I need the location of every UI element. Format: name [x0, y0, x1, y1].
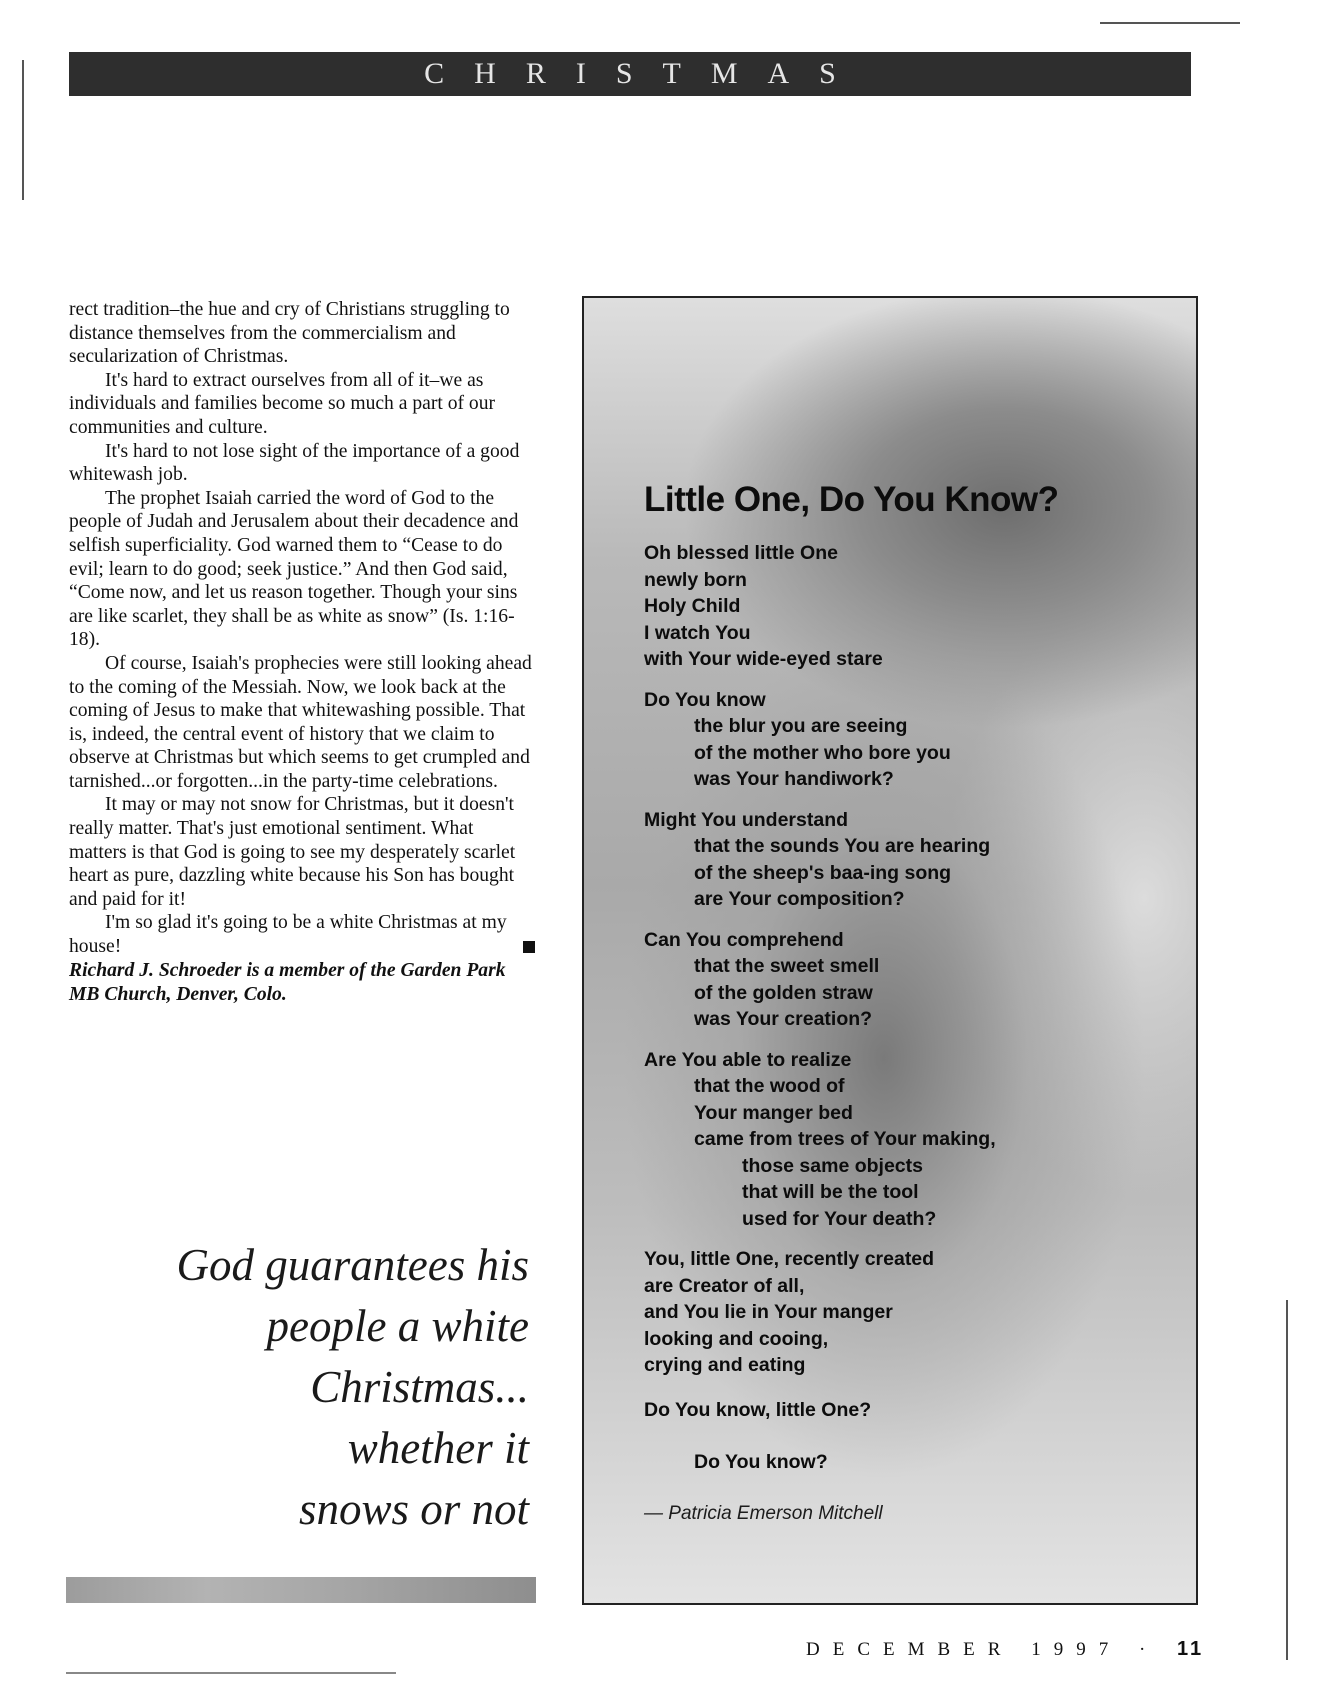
poem-line: are Creator of all,: [644, 1274, 805, 1297]
poem: [644, 478, 1184, 1525]
pull-quote-line: God guarantees his: [176, 1240, 529, 1290]
poem-author: — Patricia Emerson Mitchell: [644, 1502, 883, 1524]
poem-line: that the sweet smell: [694, 955, 880, 977]
poem-stanza: [644, 687, 1184, 793]
poem-line: with Your wide-eyed stare: [644, 648, 883, 670]
poem-line: that will be the tool: [742, 1181, 919, 1203]
pull-quote-line: Christmas...: [310, 1362, 529, 1412]
poem-line: looking and cooing,: [644, 1327, 829, 1350]
poem-line: came from trees of Your making,: [694, 1128, 996, 1150]
poem-line: of the golden straw: [694, 981, 873, 1004]
article-paragraph: Of course, Isaiah's prophecies were still looking ahead to the coming of the Messiah. Now, we look back at the coming of Jesus to make that whitewashing possible. That is, indeed, the central event of history that we claim to observe at Christmas but which seems to get crumpled and tarnished...or forgotten...in the party-time celebrations.: [69, 652, 532, 792]
poem-line: was Your handiwork?: [694, 768, 894, 790]
poem-line: the blur you are seeing: [694, 715, 908, 737]
poem-line: that the wood of: [694, 1075, 845, 1097]
poem-title: Little One, Do You Know?: [644, 480, 1059, 519]
poem-line: newly born: [644, 568, 747, 591]
poem-stanza: [644, 807, 1184, 913]
article-last-paragraph: [69, 911, 535, 958]
article-paragraph: It may or may not snow for Christmas, but it doesn't really matter. That's just emotional sentiment. What matters is that God is going to see my desperately scarlet heart as pure, dazzling white because his Son has bought and paid for it!: [69, 794, 516, 910]
author-bio: Richard J. Schroeder is a member of the Garden Park MB Church, Denver, Colo.: [69, 959, 506, 1005]
poem-stanza: [644, 540, 1184, 673]
right-scan-edge: [1286, 1300, 1288, 1660]
poem-line: crying and eating: [644, 1354, 806, 1376]
top-scan-edge: [1100, 22, 1240, 24]
poem-line: that the sounds You are hearing: [694, 835, 991, 857]
article-paragraph-text: I'm so glad it's going to be a white Christmas at my house!: [69, 912, 507, 958]
poem-line: Oh blessed little One: [644, 542, 838, 564]
poem-line: of the sheep's baa-ing song: [694, 861, 952, 884]
left-scan-edge: [22, 60, 24, 200]
section-header-bar: [69, 52, 1191, 96]
footer-separator: ·: [1138, 1639, 1146, 1660]
page-number: 11: [1177, 1638, 1205, 1660]
poem-line: of the mother who bore you: [694, 741, 951, 764]
article-paragraph: The prophet Isaiah carried the word of God to the people of Judah and Jerusalem about their decadence and selfish superficiality. God warned them to “Cease to do evil; learn to do good; seek justice.” And then God said, “Come now, and let us reason together. Though your sins are like scarlet, they shall be as white as snow” (Is. 1:16-18).: [69, 487, 519, 651]
page-footer: [806, 1638, 1204, 1661]
decorative-gray-strip: [66, 1577, 536, 1603]
bottom-scan-edge: [66, 1672, 396, 1674]
poem-line: Do You know: [644, 688, 766, 711]
poem-line: was Your creation?: [694, 1008, 873, 1030]
poem-line: Holy Child: [644, 595, 741, 617]
poem-line: Might You understand: [644, 808, 849, 831]
poem-line: those same objects: [742, 1154, 923, 1177]
pull-quote: [69, 1235, 529, 1540]
poem-line: Can You comprehend: [644, 928, 844, 951]
pull-quote-line: whether it: [347, 1423, 529, 1473]
poem-stanza: [644, 927, 1184, 1033]
article-column: [69, 298, 535, 1007]
poem-line: Your manger bed: [694, 1101, 853, 1124]
poem-line: and You lie in Your manger: [644, 1301, 893, 1323]
article-paragraph: rect tradition–the hue and cry of Christians struggling to distance themselves from the commercialism and secularization of Christmas.: [69, 299, 510, 368]
poem-line: are Your composition?: [694, 888, 905, 910]
section-header-title: CHRISTMAS: [424, 57, 866, 90]
poem-line: Are You able to realize: [644, 1048, 852, 1071]
poem-closing-line: Do You know?: [694, 1450, 828, 1473]
poem-stanzas: [644, 540, 1184, 1379]
pull-quote-line: snows or not: [298, 1484, 529, 1534]
poem-line: I watch You: [644, 621, 751, 644]
poem-sidebar-box: [582, 296, 1198, 1605]
article-paragraph: It's hard to extract ourselves from all of it–we as individuals and families become so much a part of our communities and culture.: [69, 369, 496, 438]
article-paragraph: It's hard to not lose sight of the importance of a good whitewash job.: [69, 440, 520, 486]
poem-line: used for Your death?: [742, 1207, 937, 1230]
pull-quote-line: people a white: [266, 1301, 529, 1351]
end-of-article-mark: [523, 941, 535, 953]
poem-stanza: [644, 1047, 1184, 1233]
poem-line: You, little One, recently created: [644, 1248, 935, 1270]
footer-issue-date: DECEMBER 1997: [806, 1639, 1122, 1660]
poem-stanza: [644, 1246, 1184, 1379]
poem-closing-line: Do You know, little One?: [644, 1398, 872, 1421]
